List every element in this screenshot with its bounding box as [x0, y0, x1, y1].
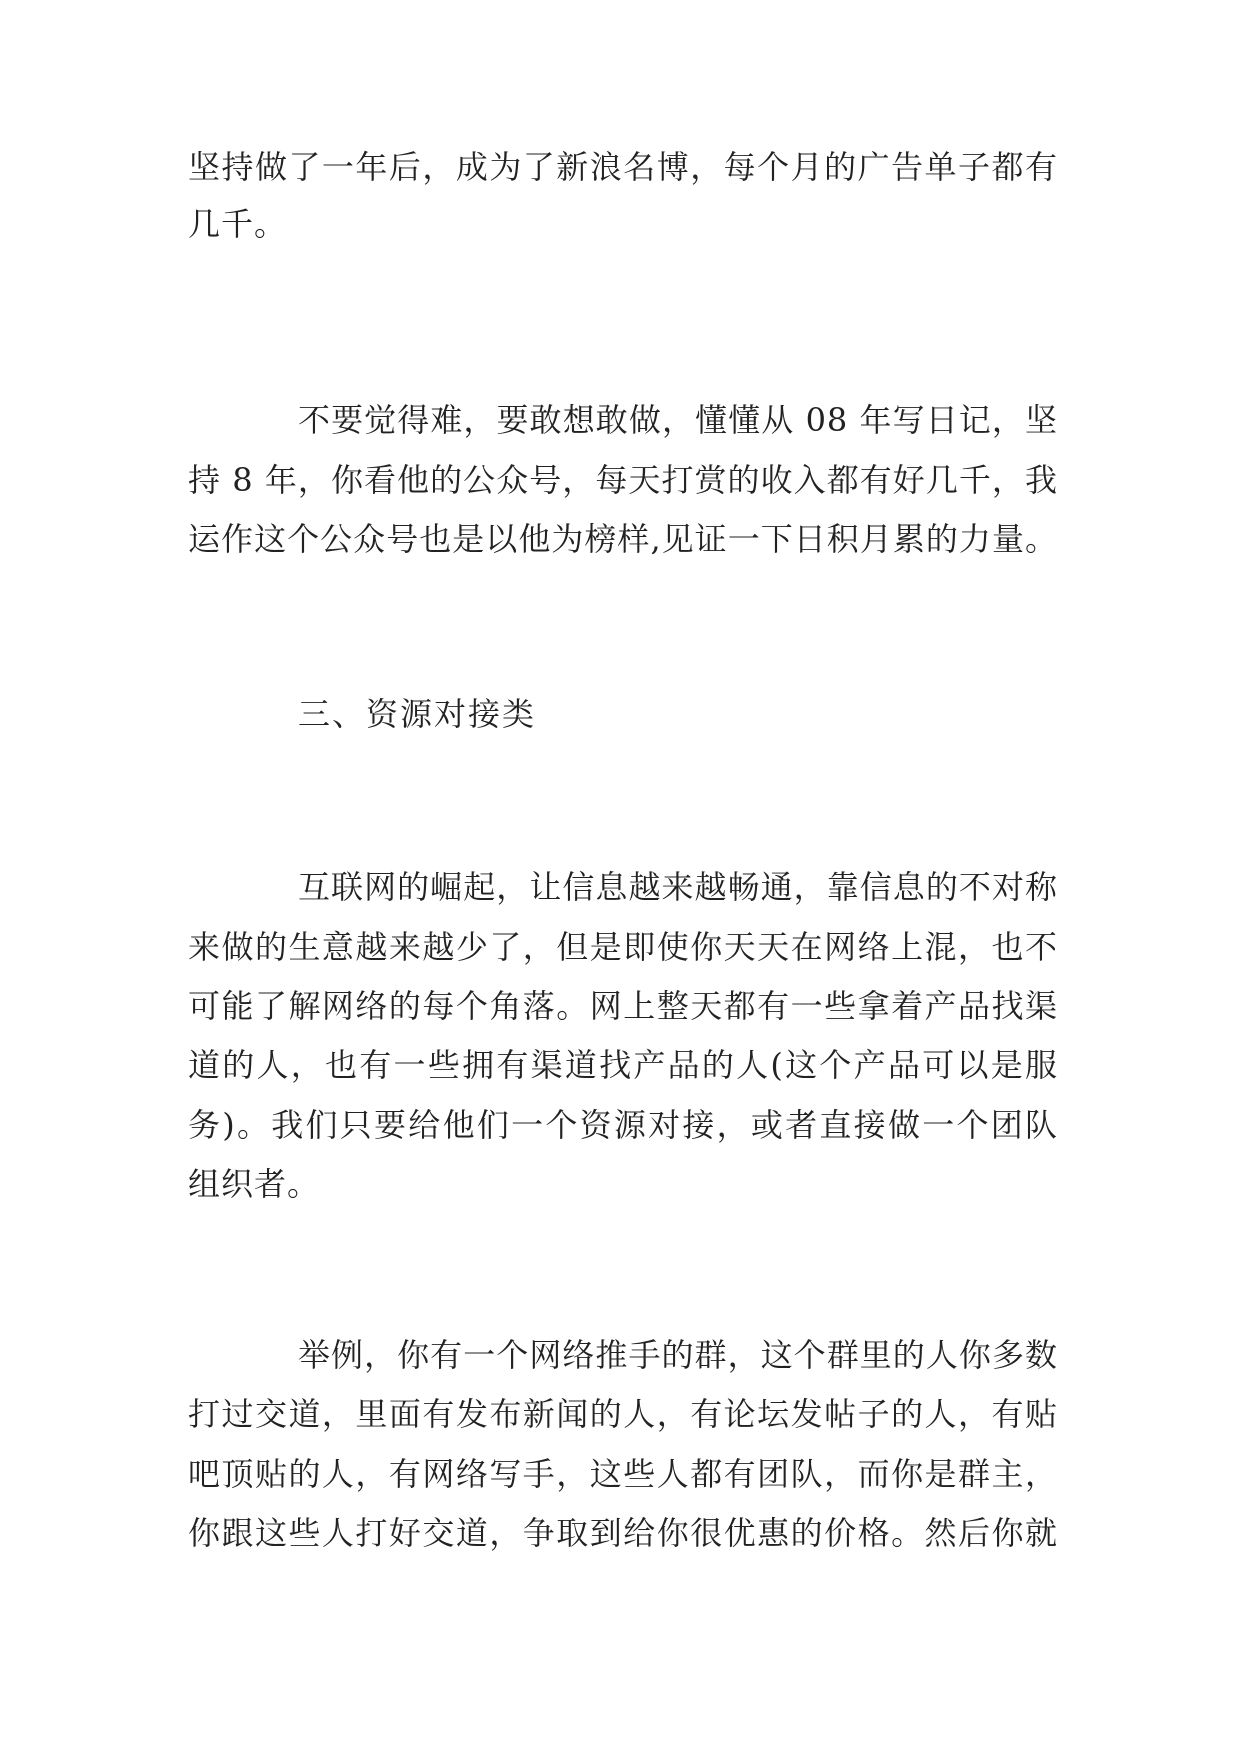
paragraph-3-line-3: 可能了解网络的每个角落。网上整天都有一些拿着产品找渠: [188, 987, 1058, 1025]
paragraph-3-line-6: 组织者。: [188, 1165, 321, 1203]
paragraph-1-line-1: 坚持做了一年后，成为了新浪名博，每个月的广告单子都有: [188, 148, 1058, 186]
paragraph-3-line-4: 道的人，也有一些拥有渠道找产品的人(这个产品可以是服: [188, 1046, 1058, 1084]
paragraph-4-line-1: 举例，你有一个网络推手的群，这个群里的人你多数: [298, 1336, 1058, 1374]
paragraph-2-line-1: 不要觉得难，要敢想敢做，懂懂从 08 年写日记，坚: [298, 401, 1058, 439]
paragraph-1-line-2: 几千。: [188, 205, 288, 243]
paragraph-2-line-3: 运作这个公众号也是以他为榜样,见证一下日积月累的力量。: [188, 520, 1058, 558]
paragraph-4-line-4: 你跟这些人打好交道，争取到给你很优惠的价格。然后你就: [188, 1514, 1058, 1552]
paragraph-4-line-3: 吧顶贴的人，有网络写手，这些人都有团队，而你是群主，: [188, 1455, 1058, 1493]
paragraph-3-line-1: 互联网的崛起，让信息越来越畅通，靠信息的不对称: [298, 868, 1058, 906]
paragraph-3-line-5: 务)。我们只要给他们一个资源对接，或者直接做一个团队: [188, 1106, 1058, 1144]
paragraph-3-line-2: 来做的生意越来越少了，但是即使你天天在网络上混，也不: [188, 928, 1058, 966]
section-heading: 三、资源对接类: [298, 695, 537, 733]
paragraph-4-line-2: 打过交道，里面有发布新闻的人，有论坛发帖子的人，有贴: [188, 1395, 1058, 1433]
paragraph-2-line-2: 持 8 年，你看他的公众号，每天打赏的收入都有好几千，我: [188, 461, 1058, 499]
